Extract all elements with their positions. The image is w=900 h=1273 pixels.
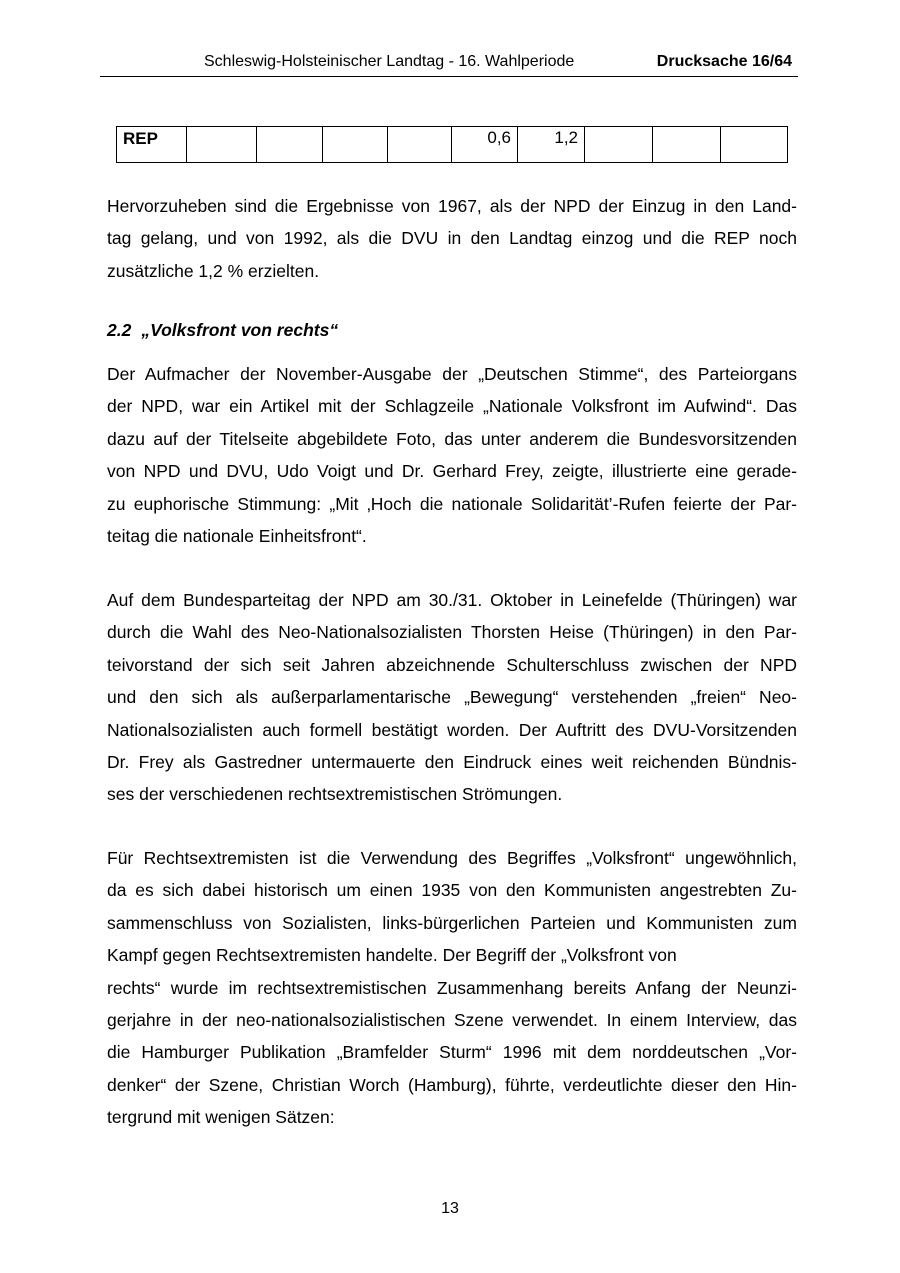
text-line: zusätzliche 1,2 % erzielten. [107,260,320,281]
text-line: dazu auf der Titelseite abgebildete Foto, das unter anderem die Bundesvorsitzenden [107,428,797,449]
text-line: die Hamburger Publikation „Bramfelder Sturm“ 1996 mit dem norddeutschen „Vor- [107,1042,797,1063]
text-line: Dr. Frey als Gastredner untermauerte den Eindruck eines weit reichenden Bündnis- [107,752,797,773]
table-cell [585,127,653,163]
text-line: sammenschluss von Sozialisten, links-bürgerlichen Parteien und Kommunisten zum [107,912,797,933]
text-line: teivorstand der sich seit Jahren abzeichnende Schulterschluss zwischen der NPD [107,654,797,675]
text-line: Hervorzuheben sind die Ergebnisse von 1967, als der NPD der Einzug in den Land- [107,196,797,216]
page-header [100,50,798,77]
paragraph-results [107,190,797,287]
table-cell: 1,2 [518,127,585,163]
text-line: der NPD, war ein Artikel mit der Schlagzeile „Nationale Volksfront im Aufwind“. Das [107,396,797,417]
text-line: durch die Wahl des Neo-Nationalsozialisten Thorsten Heise (Thüringen) in den Par- [107,622,797,643]
text-line: Für Rechtsextremisten ist die Verwendung des Begriffes „Volksfront“ ungewöhnlich, [107,848,797,868]
text-line: tergrund mit wenigen Sätzen: [107,1107,335,1128]
header-title: Schleswig-Holsteinischer Landtag - 16. Wahlperiode [204,53,575,70]
text-line: denker“ der Szene, Christian Worch (Hamburg), führte, verdeutlichte dieser den Hin- [107,1074,797,1095]
table-row [117,127,788,163]
results-table [116,126,788,163]
text-line: gerjahre in der neo-nationalsozialistischen Szene verwendet. In einem Interview, das [107,1010,797,1031]
table-cell [653,127,721,163]
text-line: rechts“ wurde im rechtsextremistischen Zusammenhang bereits Anfang der Neunzi- [107,977,797,998]
text-line: Der Aufmacher der November-Ausgabe der „Deutschen Stimme“, des Parteiorgans [107,364,797,384]
document-number: Drucksache 16/64 [656,53,792,70]
section-title: „Volksfront von rechts“ [141,320,339,340]
table-cell [323,127,388,163]
table-cell [257,127,323,163]
page-number: 13 [441,1200,459,1217]
section-heading [107,320,338,341]
text-line: Auf dem Bundesparteitag der NPD am 30./31. Oktober in Leinefelde (Thüringen) war [107,590,797,610]
paragraph-parteitag [107,584,797,811]
table-cell [187,127,257,163]
text-line: Nationalsozialisten auch formell bestätigt worden. Der Auftritt des DVU-Vorsitzenden [107,719,797,740]
section-number: 2.2 [107,320,132,340]
table-cell [388,127,452,163]
table-cell: 0,6 [452,127,518,163]
paragraph-volksfront [107,358,797,552]
paragraph-begriff [107,842,797,1134]
text-line: zu euphorische Stimmung: „Mit ‚Hoch die nationale Solidarität’-Rufen feierte der Par- [107,493,797,514]
text-line: teitag die nationale Einheitsfront“. [107,526,367,547]
text-line: ses der verschiedenen rechtsextremistischen Strömungen. [107,784,563,805]
text-line: da es sich dabei historisch um einen 1935 von den Kommunisten angestrebten Zu- [107,880,797,901]
row-label: REP [117,127,187,163]
text-line: tag gelang, und von 1992, als die DVU in den Landtag einzog und die REP noch [107,228,797,249]
text-line: von NPD und DVU, Udo Voigt und Dr. Gerhard Frey, zeigte, illustrierte eine gerade- [107,461,797,482]
text-line: und den sich als außerparlamentarische „Bewegung“ verstehenden „freien“ Neo- [107,687,797,708]
table-cell [721,127,788,163]
text-line: Kampf gegen Rechtsextremisten handelte. Der Begriff der „Volksfront von [107,945,677,966]
